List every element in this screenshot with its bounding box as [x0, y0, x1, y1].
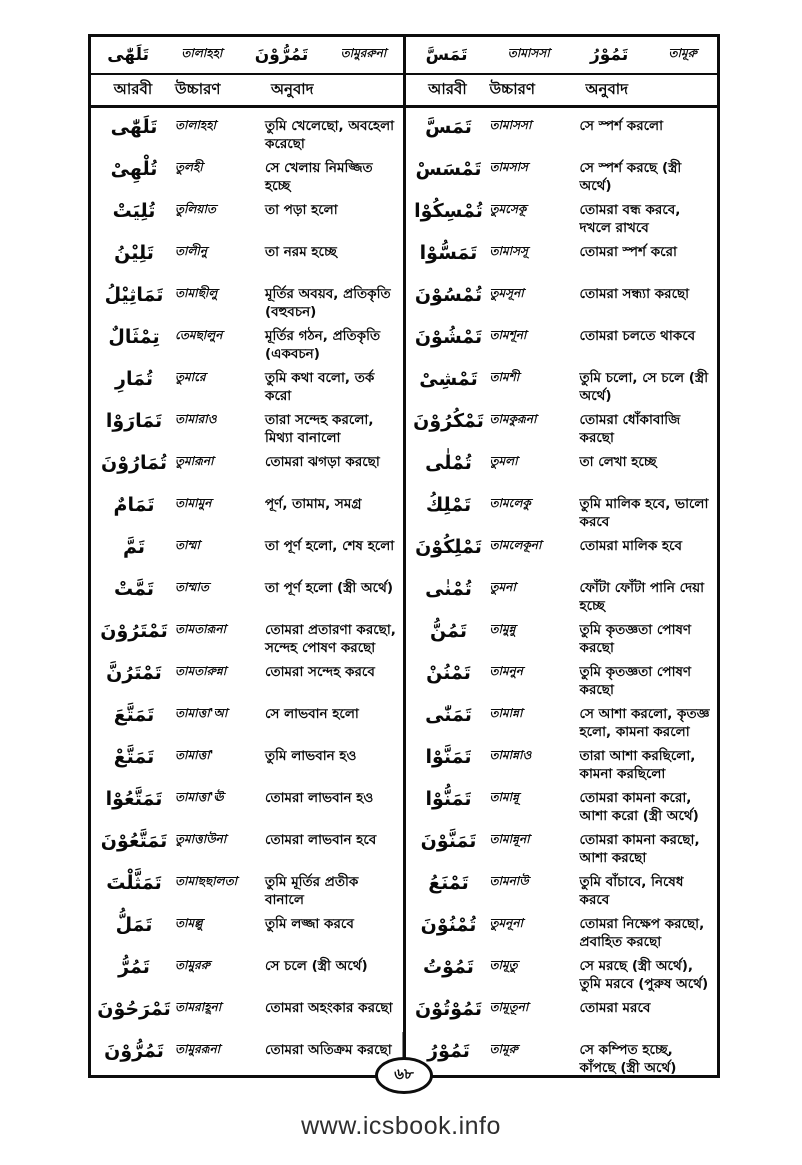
pronunciation-text: তাম্মা: [175, 538, 200, 552]
guide-right-first-translit: তামাসসা: [507, 46, 550, 60]
bengali-meaning: তোমরা কামনা করো, আশা করো (স্ত্রী অর্থে): [579, 790, 699, 824]
pronunciation-text: তামতারূনা: [175, 622, 227, 636]
pronunciation-text: তামূতু: [489, 958, 518, 972]
arabic-word: تَمْسَسْ: [415, 158, 482, 180]
arabic-word: تَمَتَّعْ: [113, 746, 155, 768]
vocab-entry-row: [93, 197, 401, 238]
arabic-word: تَمْكُرُوْنَ: [413, 410, 484, 432]
pronunciation-text: তুমাত্তাউনা: [175, 832, 227, 846]
arabic-word: تَمَنُّوْا: [425, 788, 472, 810]
bengali-meaning: তারা সন্দেহ করলো, মিথ্যা বানালো: [265, 412, 374, 446]
vocab-entry-row: [93, 449, 401, 490]
arabic-word: تَمُرُّوْنَ: [104, 1040, 164, 1062]
pronunciation-text: তুমলা: [489, 454, 518, 468]
arabic-word: تَمَتَّعُوْنَ: [100, 830, 168, 852]
vocab-entry-row: [93, 155, 401, 196]
arabic-word: تَمَّتْ: [114, 578, 154, 600]
vocab-entry-row: [408, 953, 716, 994]
page-number-badge: [375, 1057, 433, 1094]
vocab-entry-row: [93, 281, 401, 322]
vocab-entry-row: [93, 827, 401, 868]
vocab-entry-row: [93, 659, 401, 700]
vocabulary-table: [88, 34, 720, 1083]
bengali-meaning: তোমরা প্রতারণা করছো, সন্দেহ পোষণ করছো: [265, 622, 396, 656]
arabic-word: تَمَنَّوْا: [425, 746, 472, 768]
vocab-entry-row: [408, 785, 716, 826]
pronunciation-text: তামুন্নু: [489, 622, 516, 636]
bengali-meaning: তুমি কৃতজ্ঞতা পোষণ করছো: [579, 622, 692, 656]
pronunciation-text: তামলেকূনা: [489, 538, 542, 552]
vocab-entry-row: [408, 617, 716, 658]
pronunciation-text: তেমছালুন: [175, 328, 223, 342]
arabic-word: تَمْشُوْنَ: [414, 326, 483, 348]
right-column-entries: [403, 108, 718, 1075]
column-header-row: [91, 75, 717, 108]
bengali-meaning: মূর্তির অবয়ব, প্রতিকৃতি (বহুবচন): [265, 286, 391, 320]
bengali-meaning: তোমরা লাভবান হও: [265, 790, 374, 806]
header-arabic-left: আরবী: [113, 79, 153, 98]
vocab-entry-row: [93, 701, 401, 742]
bengali-meaning: পূর্ণ, তামাম, সমগ্র: [265, 496, 362, 512]
vocab-entry-row: [408, 113, 716, 154]
arabic-word: تَمْنَعُ: [428, 872, 469, 894]
vocab-entry-row: [93, 491, 401, 532]
bengali-meaning: সে স্পর্শ করছে (স্ত্রী অর্থে): [579, 160, 682, 194]
pronunciation-text: তামনুন: [489, 664, 523, 678]
pronunciation-text: তামুররূনা: [175, 1042, 221, 1056]
bengali-meaning: তুমি খেলেছো, অবহেলা করেছো: [265, 118, 395, 152]
pronunciation-text: তুমসূনা: [489, 286, 524, 300]
vocab-entry-row: [408, 659, 716, 700]
pronunciation-text: তামাত্তা'ঊ: [175, 790, 224, 804]
guide-right-half: [403, 37, 718, 73]
arabic-word: تُلْهِىْ: [110, 158, 158, 180]
pronunciation-text: তুমসেকূ: [489, 202, 527, 216]
vocab-entry-row: [408, 239, 716, 280]
bengali-meaning: তোমরা ধোঁকাবাজি করছো: [579, 412, 681, 446]
pronunciation-text: তামূরু: [489, 1042, 518, 1056]
vocab-entry-row: [408, 407, 716, 448]
vocab-entry-row: [408, 155, 716, 196]
vocab-entry-row: [93, 743, 401, 784]
vocab-entry-row: [93, 911, 401, 952]
guide-right-first-arabic-word: تَمَسَّ: [425, 45, 468, 65]
vocab-entry-row: [408, 827, 716, 868]
pronunciation-text: তামূতূনা: [489, 1000, 529, 1014]
arabic-word: تَمَلُّ: [115, 914, 153, 936]
arabic-word: تَمْتَرُوْنَ: [100, 620, 168, 642]
bengali-meaning: মূর্তির গঠন, প্রতিকৃতি (একবচন): [265, 328, 381, 362]
bengali-meaning: তুমি লজ্জা করবে: [265, 916, 354, 932]
arabic-word: تَمْشِىْ: [419, 368, 478, 390]
pronunciation-text: তালাহহা: [175, 118, 216, 132]
bengali-meaning: তোমরা স্পর্শ করো: [579, 244, 677, 260]
bengali-meaning: সে কম্পিত হচ্ছে, কাঁপছে (স্ত্রী অর্থে): [579, 1042, 677, 1075]
pronunciation-text: তাম্মাত: [175, 580, 209, 594]
arabic-word: تَمَنَّوْنَ: [420, 830, 477, 852]
vocab-entry-row: [408, 743, 716, 784]
vocab-entry-row: [408, 533, 716, 574]
arabic-word: تَلَهّٰى: [110, 116, 158, 138]
bengali-meaning: তা পূর্ণ হলো, শেষ হলো: [265, 538, 395, 554]
bengali-meaning: তুমি চলো, সে চলে (স্ত্রী অর্থে): [579, 370, 709, 404]
vocab-entry-row: [408, 365, 716, 406]
arabic-word: تَمْلِكُوْنَ: [415, 536, 482, 558]
bengali-meaning: তুমি মালিক হবে, ভালো করবে: [579, 496, 709, 530]
guide-left-last-arabic-word: تَمُرُّوْنَ: [254, 45, 309, 65]
arabic-word: تَمَاثِيْلُ: [104, 284, 164, 306]
pronunciation-text: তামারাও: [175, 412, 217, 426]
arabic-word: تِمْثَالٌ: [108, 326, 160, 348]
vocab-entry-row: [408, 281, 716, 322]
bengali-meaning: সে আশা করলো, কৃতজ্ঞ হলো, কামনা করলো: [579, 706, 710, 740]
pronunciation-text: তামকুরূনা: [489, 412, 537, 426]
arabic-word: تُمْنُوْنَ: [420, 914, 477, 936]
pronunciation-text: তামামুন: [175, 496, 212, 510]
vocab-entry-row: [93, 953, 401, 994]
guide-right-last-arabic-word: تَمُوْرُ: [589, 45, 629, 65]
header-arabic-right: আরবী: [428, 79, 467, 98]
header-translation-left: অনুবাদ: [271, 79, 314, 98]
pronunciation-text: তামরাহূনা: [175, 1000, 222, 1014]
arabic-word: تُمَارِ: [115, 368, 153, 390]
pronunciation-text: তামাত্তা'আ: [175, 706, 228, 720]
arabic-word: تَمُوْرُ: [427, 1040, 470, 1062]
center-divider-tick: [403, 1032, 406, 1058]
vocab-entry-row: [93, 995, 401, 1036]
bengali-meaning: সে স্পর্শ করলো: [579, 118, 664, 134]
vocab-entry-row: [93, 575, 401, 616]
vocab-entry-row: [93, 785, 401, 826]
bengali-meaning: সে খেলায় নিমজ্জিত হচ্ছে: [265, 160, 373, 194]
vocab-entry-row: [93, 365, 401, 406]
arabic-word: تَمْنُنْ: [426, 662, 471, 684]
vocab-entry-row: [408, 869, 716, 910]
arabic-word: تُلِيَتْ: [112, 200, 156, 222]
pronunciation-text: তামাছীলু: [175, 286, 218, 300]
bengali-meaning: তা পড়া হলো: [265, 202, 338, 218]
vocab-entry-row: [408, 323, 716, 364]
vocab-entry-row: [408, 995, 716, 1036]
arabic-word: تَمْتَرُنَّ: [106, 662, 162, 684]
arabic-word: تُمَارُوْنَ: [101, 452, 167, 474]
arabic-word: تَمُوْتُ: [423, 956, 474, 978]
bengali-meaning: তুমি বাঁচাবে, নিষেধ করবে: [579, 874, 684, 908]
pronunciation-text: তুমারূনা: [175, 454, 214, 468]
arabic-word: تَمَتَّعُوْا: [105, 788, 163, 810]
bengali-meaning: তোমরা ঝগড়া করছো: [265, 454, 380, 470]
guide-left-last-translit: তামুররুনা: [340, 46, 387, 60]
vocab-entry-row: [408, 701, 716, 742]
arabic-word: تَمُرُّ: [118, 956, 150, 978]
arabic-word: تَمَنّٰى: [425, 704, 472, 726]
pronunciation-text: তামান্না: [489, 706, 523, 720]
bengali-meaning: তুমি কৃতজ্ঞতা পোষণ করছো: [579, 664, 692, 698]
arabic-word: تُمْلٰى: [425, 452, 472, 474]
vocab-entry-row: [93, 323, 401, 364]
pronunciation-text: তুমনা: [489, 580, 516, 594]
bengali-meaning: তোমরা মালিক হবে: [579, 538, 683, 554]
pronunciation-text: তামাসসা: [489, 118, 532, 132]
bengali-meaning: তোমরা বন্ধ করবে, দখলে রাখবে: [579, 202, 681, 236]
bengali-meaning: তোমরা নিক্ষেপ করছো, প্রবাহিত করছো: [579, 916, 705, 950]
pronunciation-text: তুমনূনা: [489, 916, 523, 930]
pronunciation-text: তামাসসূ: [489, 244, 528, 258]
vocab-entry-row: [93, 617, 401, 658]
pronunciation-text: তুলহী: [175, 160, 203, 174]
bengali-meaning: তুমি মূর্তির প্রতীক বানালে: [265, 874, 359, 908]
pronunciation-text: তামলেকু: [489, 496, 531, 510]
arabic-word: تُمْنٰى: [425, 578, 472, 600]
guide-left-first-arabic-word: تَلَهّٰى: [107, 45, 149, 65]
bengali-meaning: তোমরা চলতে থাকবে: [579, 328, 696, 344]
bengali-meaning: তা নরম হচ্ছে: [265, 244, 337, 260]
pronunciation-text: তামাত্তা': [175, 748, 214, 762]
pronunciation-text: তামান্নূনা: [489, 832, 530, 846]
column-headers-left: [91, 75, 403, 105]
bengali-meaning: ফোঁটা ফোঁটা পানি দেয়া হচ্ছে: [579, 580, 705, 614]
arabic-word: تَمُوْتُوْنَ: [414, 998, 483, 1020]
bengali-meaning: তোমরা সন্ধ্যা করছো: [579, 286, 690, 302]
pronunciation-text: তামসাস: [489, 160, 528, 174]
header-translation-right: অনুবাদ: [585, 79, 629, 98]
vocab-entry-row: [408, 449, 716, 490]
pronunciation-text: তামুররু: [175, 958, 210, 972]
pronunciation-text: তালীনু: [175, 244, 208, 258]
vocab-entry-row: [93, 869, 401, 910]
vocab-entry-row: [93, 113, 401, 154]
arabic-word: تَمَامٌ: [113, 494, 155, 516]
bengali-meaning: তুমি কথা বলো, তর্ক করো: [265, 370, 375, 404]
arabic-word: تَمْرَحُوْنَ: [97, 998, 171, 1020]
vocab-entry-row: [408, 575, 716, 616]
arabic-word: تَمَسَّ: [425, 116, 472, 138]
arabic-word: تَلِيْنُ: [114, 242, 154, 264]
bengali-meaning: সে মরছে (স্ত্রী অর্থে), তুমি মরবে (পুরুষ অর্থে): [579, 958, 709, 992]
bengali-meaning: তোমরা কামনা করছো, আশা করছো: [579, 832, 700, 866]
bengali-meaning: তোমরা লাভবান হবে: [265, 832, 377, 848]
vocab-entry-row: [93, 239, 401, 280]
guide-left-first-translit: তালাহহা: [181, 46, 223, 60]
bengali-meaning: সে চলে (স্ত্রী অর্থে): [265, 958, 368, 974]
arabic-word: تَمَّ: [122, 536, 146, 558]
arabic-word: تَمَسُّوْا: [419, 242, 478, 264]
pronunciation-text: তুলিয়াত: [175, 202, 216, 216]
vocab-entry-row: [408, 491, 716, 532]
pronunciation-text: তামল্লু: [175, 916, 203, 930]
arabic-word: تَمْلِكُ: [425, 494, 472, 516]
guide-word-row: [91, 37, 717, 75]
page-number: ৬৮: [394, 1065, 414, 1083]
pronunciation-text: তামতারুন্না: [175, 664, 227, 678]
arabic-word: تُمْسِكُوْا: [414, 200, 483, 222]
pronunciation-text: তামশী: [489, 370, 520, 384]
header-pronunciation-left: উচ্চারণ: [175, 79, 221, 98]
pronunciation-text: তামাছছালতা: [175, 874, 238, 888]
left-column-entries: [91, 108, 403, 1075]
vocab-entry-row: [408, 197, 716, 238]
vocab-entry-row: [93, 407, 401, 448]
vocab-entry-row: [93, 533, 401, 574]
pronunciation-text: তামান্নূ: [489, 790, 519, 804]
bengali-meaning: তোমরা অহংকার করছো: [265, 1000, 393, 1016]
bengali-meaning: তুমি লাভবান হও: [265, 748, 357, 764]
guide-left-half: [91, 37, 403, 73]
bengali-meaning: তারা আশা করছিলো, কামনা করছিলো: [579, 748, 696, 782]
table-body: [91, 108, 717, 1075]
guide-right-last-translit: তামূরু: [668, 46, 697, 60]
pronunciation-text: তুমারে: [175, 370, 206, 384]
column-headers-right: [403, 75, 718, 105]
arabic-word: تَمُنُّ: [430, 620, 467, 642]
arabic-word: تَمَثَّلْتَ: [106, 872, 162, 894]
pronunciation-text: তামনাউ: [489, 874, 529, 888]
header-pronunciation-right: উচ্চারণ: [489, 79, 535, 98]
bengali-meaning: তোমরা মরবে: [579, 1000, 651, 1016]
pronunciation-text: তামান্নাও: [489, 748, 532, 762]
bengali-meaning: সে লাভবান হলো: [265, 706, 359, 722]
vocab-entry-row: [93, 1037, 401, 1075]
bengali-meaning: তোমরা সন্দেহ করবে: [265, 664, 375, 680]
bengali-meaning: তা লেখা হচ্ছে: [579, 454, 657, 470]
arabic-word: تَمَتَّعَ: [113, 704, 155, 726]
vocab-entry-row: [408, 911, 716, 952]
vocab-entry-row: [408, 1037, 716, 1075]
arabic-word: تُمْسُوْنَ: [414, 284, 483, 306]
arabic-word: تَمَارَوْا: [105, 410, 163, 432]
watermark-url: www.icsbook.info: [301, 1112, 501, 1140]
pronunciation-text: তামশূনা: [489, 328, 527, 342]
bengali-meaning: তা পূর্ণ হলো (স্ত্রী অর্থে): [265, 580, 394, 596]
bengali-meaning: তোমরা অতিক্রম করছো: [265, 1042, 392, 1058]
